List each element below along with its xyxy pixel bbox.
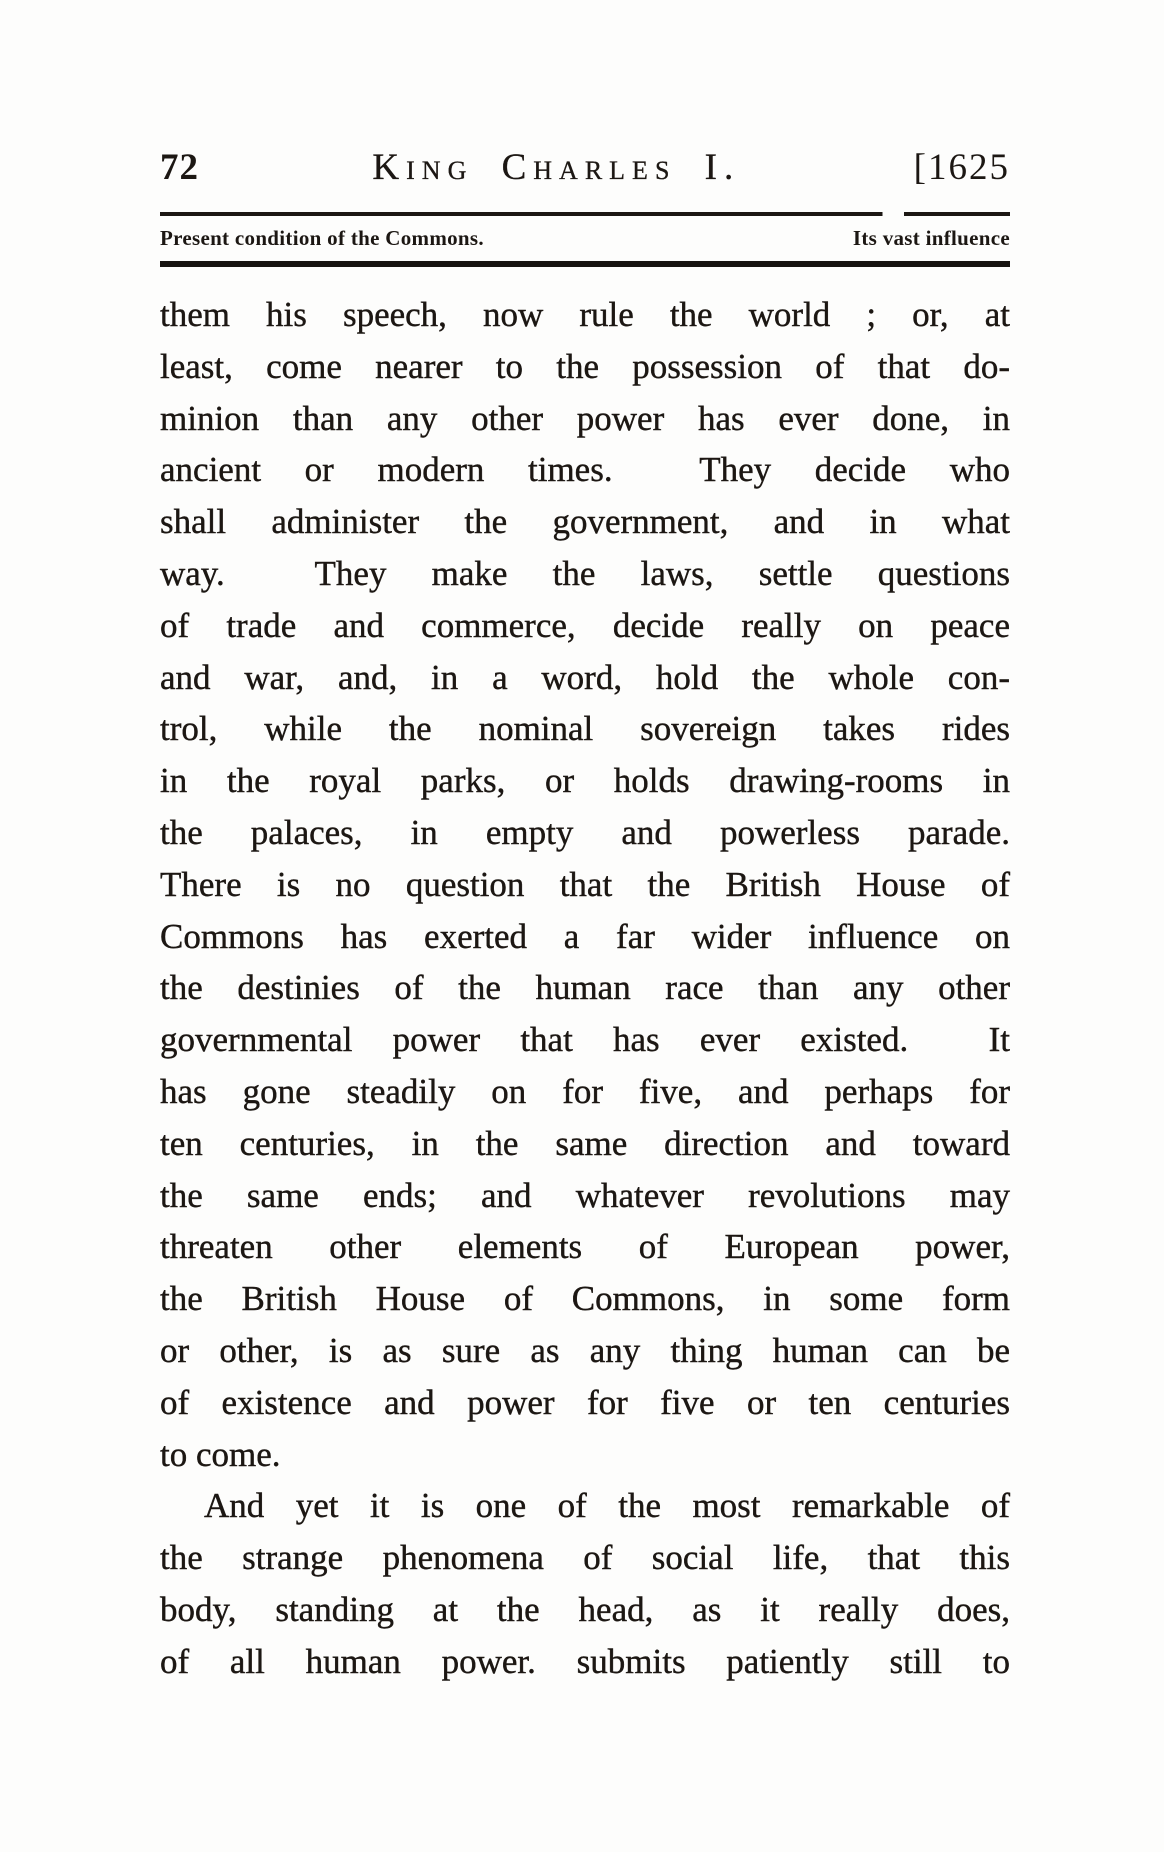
page-content: [160, 146, 1010, 1688]
text-line: ten centuries, in the same direction and toward: [160, 1123, 1010, 1163]
text-line: of all human power. submits patiently still to: [160, 1641, 1010, 1681]
text-line: the strange phenomena of social life, that this: [160, 1538, 1010, 1578]
text-line: way. They make the laws, settle questions: [160, 553, 1010, 593]
text-line: least, come nearer to the possession of that do-: [160, 346, 1010, 386]
header-title: King Charles I.: [372, 147, 741, 188]
page-number: 72: [160, 147, 199, 188]
running-head-left: Present condition of the Commons.: [160, 226, 484, 250]
text-line: body, standing at the head, as it really does,: [160, 1589, 1010, 1629]
text-line: in the royal parks, or holds drawing-rooms in: [160, 761, 1010, 801]
text-line: Commons has exerted a far wider influence on: [160, 916, 1010, 956]
text-line: And yet it is one of the most remarkable of: [204, 1486, 1010, 1526]
running-head-rule: [160, 261, 1010, 267]
text-line: ancient or modern times. They decide who: [160, 450, 1010, 490]
text-line: the same ends; and whatever revolutions may: [160, 1175, 1010, 1215]
text-line: minion than any other power has ever done, in: [160, 398, 1010, 438]
text-line: governmental power that has ever existed. It: [160, 1020, 1010, 1060]
text-line: of existence and power for five or ten centuries: [160, 1382, 1010, 1422]
text-line: shall administer the government, and in what: [160, 502, 1010, 542]
text-line: trol, while the nominal sovereign takes rides: [160, 709, 1010, 749]
header-rule: [160, 212, 1010, 216]
text-line: There is no question that the British House of: [160, 864, 1010, 904]
text-line: the destinies of the human race than any other: [160, 968, 1010, 1008]
text-line: of trade and commerce, decide really on peace: [160, 605, 1010, 645]
running-heads: [160, 225, 1010, 251]
text-line: them his speech, now rule the world ; or, at: [160, 295, 1010, 334]
text-line: threaten other elements of European power,: [160, 1227, 1010, 1267]
body-text: [160, 289, 1010, 1688]
text-line: or other, is as sure as any thing human can be: [160, 1330, 1010, 1370]
text-line: has gone steadily on for five, and perhaps for: [160, 1071, 1010, 1111]
text-line: the palaces, in empty and powerless parade.: [160, 812, 1010, 852]
page-header: [160, 146, 1010, 186]
text-line: the British House of Commons, in some form: [160, 1279, 1010, 1319]
header-year: [1625: [913, 147, 1010, 188]
text-line: to come.: [160, 1434, 281, 1474]
running-head-right: Its vast influence: [852, 226, 1010, 250]
text-line: and war, and, in a word, hold the whole con-: [160, 657, 1010, 697]
